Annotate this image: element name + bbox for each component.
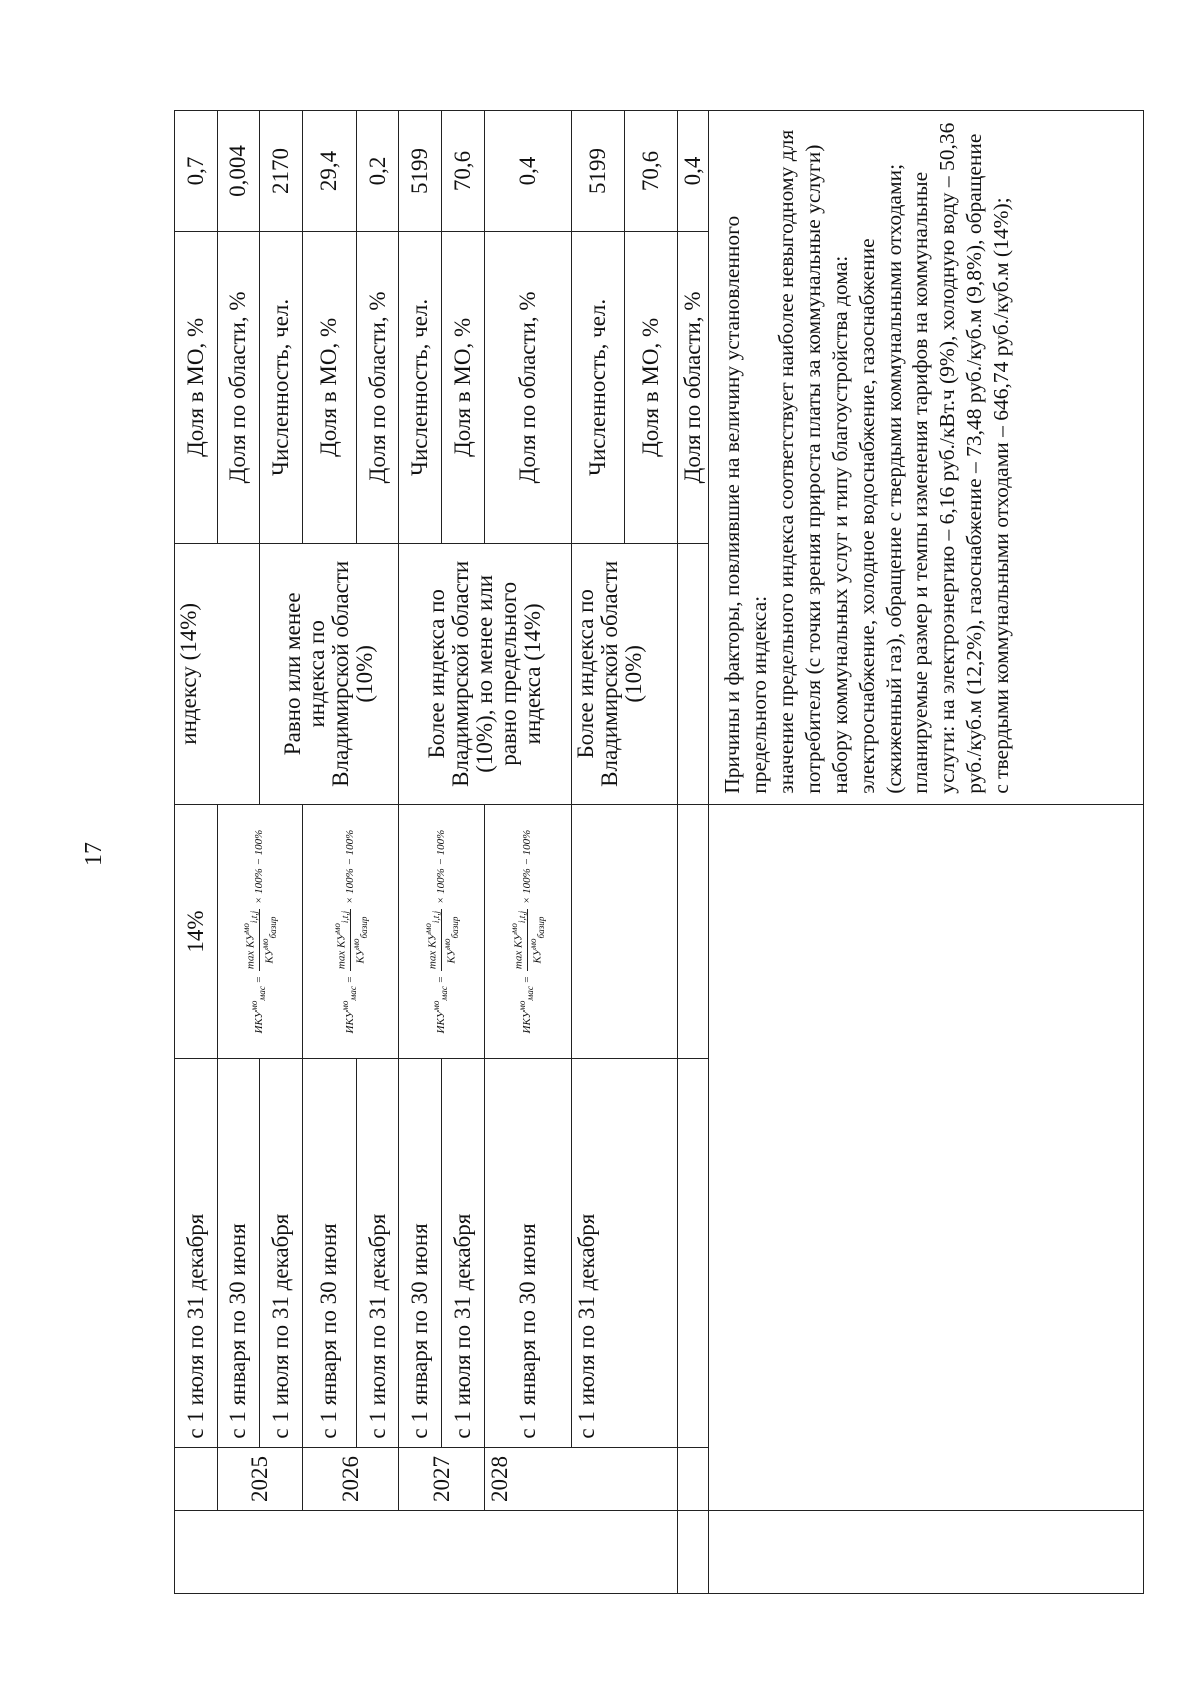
empty-cell <box>678 804 709 1059</box>
unit-cell: Доля в МО, % <box>175 231 218 543</box>
table-row <box>399 111 442 1594</box>
year-cell <box>175 1447 218 1511</box>
rotated-document <box>174 110 1144 1594</box>
empty-cell <box>678 1511 709 1594</box>
period-cell: с 1 июля по 31 декабря <box>260 1059 303 1447</box>
formula-lhs: ИКУ <box>253 1010 266 1034</box>
table-row <box>572 111 625 1594</box>
empty-formula-cell <box>572 804 678 1059</box>
reasons-cell <box>709 111 1144 805</box>
table-row <box>302 111 356 1594</box>
unit-cell: Доля в МО, % <box>625 231 678 543</box>
period-cell: с 1 января по 30 июня <box>484 1059 571 1447</box>
reasons-paragraph: значение предельного индекса соответствует наиболее невыгодному для потребителя (с точки зрения прироста платы за коммунальные услуги) набору коммунальных услуг и типу благоустройства дома: электроснабжение, холодное водоснабжение, газоснабжение (сжиженный газ), обращение с твердыми коммунальными отходами; <box>774 129 906 794</box>
value-cell: 0,4 <box>678 111 709 232</box>
empty-reasons-left-cell <box>709 804 1144 1510</box>
period-cell: с 1 июля по 31 декабря <box>442 1059 485 1447</box>
empty-left-cell <box>175 1511 678 1594</box>
condition-cell: Равно или менее индекса по Владимирской области (10%) <box>260 543 399 804</box>
year-cell: 2027 <box>399 1447 484 1511</box>
unit-cell: Доля по области, % <box>678 231 709 543</box>
reasons-heading: Причины и факторы, повлиявшие на величину установленного предельного индекса: <box>720 215 772 794</box>
empty-left-cell <box>709 1511 1144 1594</box>
period-cell: с 1 июля по 31 декабря <box>175 1059 218 1447</box>
value-cell: 29,4 <box>302 111 356 232</box>
condition-cell: индексу (14%) <box>175 543 260 804</box>
year-cell: 2025 <box>217 1447 302 1511</box>
unit-cell: Доля по области, % <box>217 231 260 543</box>
empty-cell <box>678 543 709 804</box>
unit-cell: Численность, чел. <box>260 231 303 543</box>
table-row <box>709 111 1144 1594</box>
formula-cell: $ИКУ^{мо}_{мас}$ = $\max КУ^{мо}_{i,t,j}$ $КУ^{мо}_{базир}$ × 100% − 100% <box>217 804 302 1059</box>
formula-cell: $ИКУ^{мо}_{мас}$ = $\max КУ^{мо}_{i,t,j}$ $КУ^{мо}_{базир}$ × 100% − 100% <box>302 804 399 1059</box>
period-cell: с 1 июля по 31 декабря <box>356 1059 399 1447</box>
unit-cell: Доля по области, % <box>356 231 399 543</box>
value-cell: 0,2 <box>356 111 399 232</box>
index-cell: 14% <box>175 804 218 1059</box>
value-cell: 2170 <box>260 111 303 232</box>
reasons-paragraph: планируемые размер и темпы изменения тарифов на коммунальные услуги: на электроэнергию – 6,16 руб./кВт.ч (9%), холодную воду – 50,36 руб./куб.м (12,2%), газоснабжение – 73,48 руб./куб.м (9,8%), обращение с твердыми коммунальными отходами – 646,74 руб./куб.м (14%); <box>908 122 1014 794</box>
table-row <box>217 111 260 1594</box>
empty-cell <box>678 1059 709 1447</box>
condition-cell: Более индекса по Владимирской области (10%) <box>572 543 678 804</box>
formula-cell: $ИКУ^{мо}_{мас}$ = $\max КУ^{мо}_{i,t,j}$ $КУ^{мо}_{базир}$ × 100% − 100% <box>399 804 484 1059</box>
condition-cell: Более индекса по Владимирской области (10%), но менее или равно предельного индекса (14%) <box>399 543 572 804</box>
year-cell: 2028 <box>484 1447 678 1511</box>
period-cell: с 1 января по 30 июня <box>302 1059 356 1447</box>
period-cell: с 1 января по 30 июня <box>399 1059 442 1447</box>
value-cell: 5199 <box>399 111 442 232</box>
page-number: 17 <box>81 842 107 866</box>
year-cell: 2026 <box>302 1447 399 1511</box>
unit-cell: Численность, чел. <box>572 231 625 543</box>
formula-cell: $ИКУ^{мо}_{мас}$ = $\max КУ^{мо}_{i,t,j}$ $КУ^{мо}_{базир}$ × 100% − 100% <box>484 804 571 1059</box>
table-row <box>678 111 709 1594</box>
unit-cell: Доля в МО, % <box>302 231 356 543</box>
unit-cell: Доля по области, % <box>484 231 571 543</box>
unit-cell: Численность, чел. <box>399 231 442 543</box>
empty-cell <box>678 1447 709 1511</box>
value-cell: 0,7 <box>175 111 218 232</box>
value-cell: 5199 <box>572 111 625 232</box>
value-cell: 70,6 <box>625 111 678 232</box>
period-cell: с 1 января по 30 июня <box>217 1059 260 1447</box>
index-table <box>174 110 1144 1594</box>
value-cell: 0,4 <box>484 111 571 232</box>
value-cell: 70,6 <box>442 111 485 232</box>
period-cell: с 1 июля по 31 декабря <box>572 1059 678 1447</box>
table-row <box>484 111 571 1594</box>
table-row <box>175 111 218 1594</box>
value-cell: 0,004 <box>217 111 260 232</box>
unit-cell: Доля в МО, % <box>442 231 485 543</box>
